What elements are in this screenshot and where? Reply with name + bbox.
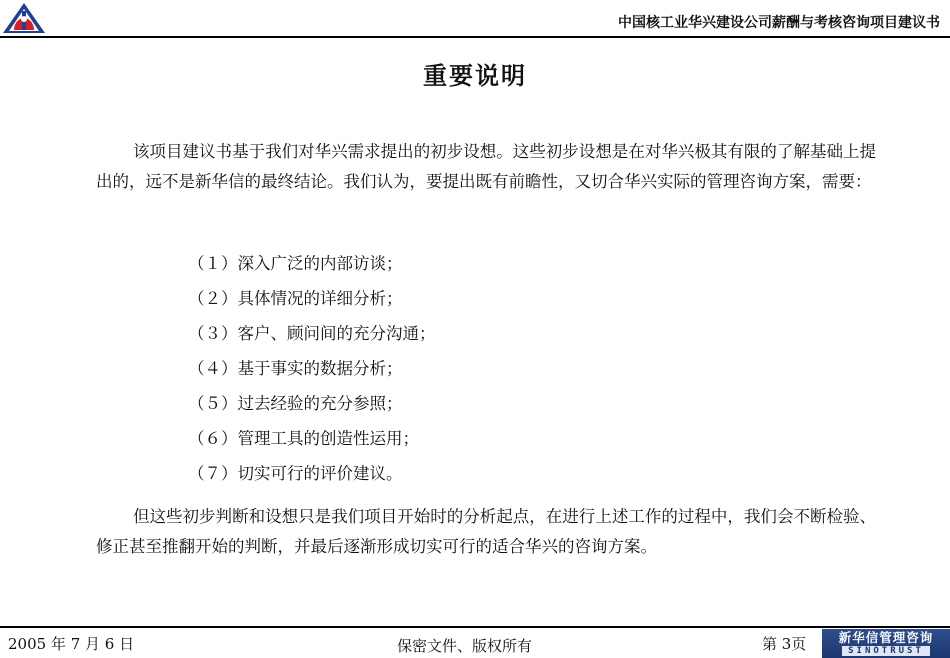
header-divider <box>0 36 950 38</box>
intro-paragraph: 该项目建议书基于我们对华兴需求提出的初步设想。这些初步设想是在对华兴极其有限的了解基础上提出的，远不是新华信的最终结论。我们认为，要提出既有前瞻性，又切合华兴实际的管理咨询方案，需要： <box>96 142 876 191</box>
page-number: 第 3页 <box>762 635 807 653</box>
header-title: 中国核工业华兴建设公司薪酬与考核咨询项目建议书 <box>618 15 940 31</box>
conclusion-paragraph: 但这些初步判断和设想只是我们项目开始时的分析起点，在进行上述工作的过程中，我们会不断检验、修正甚至推翻开始的判断，并最后逐渐形成切实可行的适合华兴的咨询方案。 <box>96 507 876 556</box>
confidential-notice: 保密文件、版权所有 <box>397 637 533 655</box>
list-item: （１）深入广泛的内部访谈； <box>188 254 403 273</box>
logo-emblem-icon <box>2 2 46 34</box>
list-item: （４）基于事实的数据分析； <box>188 359 403 378</box>
page-title: 重要说明 <box>423 61 527 90</box>
footer-divider <box>0 626 950 628</box>
list-item: （５）过去经验的充分参照； <box>188 394 403 413</box>
list-item: （７）切实可行的评价建议。 <box>188 464 403 483</box>
brand-name-chinese: 新华信管理咨询 <box>838 630 934 645</box>
list-item: （２）具体情况的详细分析； <box>188 289 403 308</box>
list-item: （３）客户、顾问间的充分沟通； <box>188 324 436 343</box>
company-logo <box>2 2 46 34</box>
footer-date: 2005 年 7 月 6 日 <box>8 635 135 653</box>
sinotrust-brand-logo <box>822 629 950 658</box>
list-item: （６）管理工具的创造性运用； <box>188 429 419 448</box>
requirements-list <box>188 246 436 491</box>
brand-name-english: SINOTRUST <box>842 646 930 656</box>
